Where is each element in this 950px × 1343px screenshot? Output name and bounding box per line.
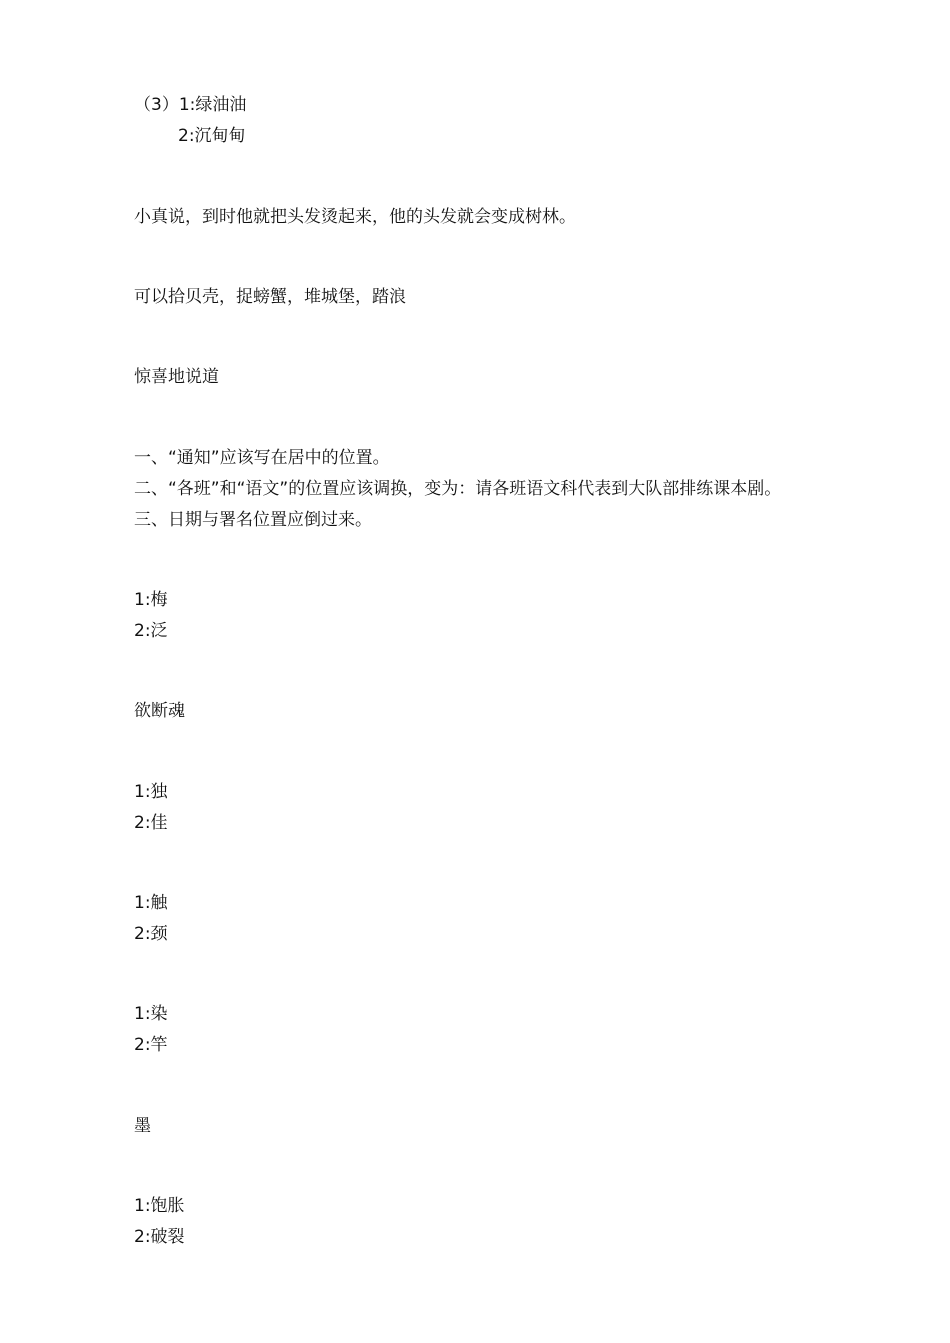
correction-1: 一、“通知”应该写在居中的位置。 <box>134 448 390 468</box>
group-a-item-2: 2:泛 <box>134 621 168 641</box>
word-1: 欲断魂 <box>134 701 185 721</box>
group-e-item-1: 1:饱胀 <box>134 1196 185 1216</box>
correction-3: 三、日期与署名位置应倒过来。 <box>134 510 372 530</box>
group-a-item-1: 1:梅 <box>134 590 168 610</box>
q3-line-2: 2:沉甸甸 <box>178 126 246 146</box>
group-b-item-1: 1:独 <box>134 782 168 802</box>
correction-2: 二、“各班”和“语文”的位置应该调换，变为：请各班语文科代表到大队部排练课本剧。 <box>134 479 782 499</box>
word-2: 墨 <box>134 1116 151 1136</box>
group-c-item-1: 1:触 <box>134 893 168 913</box>
sentence-2: 可以拾贝壳，捉螃蟹，堆城堡，踏浪 <box>134 287 406 307</box>
sentence-1: 小真说，到时他就把头发烫起来，他的头发就会变成树林。 <box>134 207 576 227</box>
group-e-item-2: 2:破裂 <box>134 1227 185 1247</box>
group-d-item-1: 1:染 <box>134 1004 168 1024</box>
group-d-item-2: 2:竿 <box>134 1035 168 1055</box>
group-b-item-2: 2:佳 <box>134 813 168 833</box>
group-c-item-2: 2:颈 <box>134 924 168 944</box>
sentence-3: 惊喜地说道 <box>134 367 219 387</box>
q3-line-1: （3）1:绿油油 <box>134 95 247 115</box>
